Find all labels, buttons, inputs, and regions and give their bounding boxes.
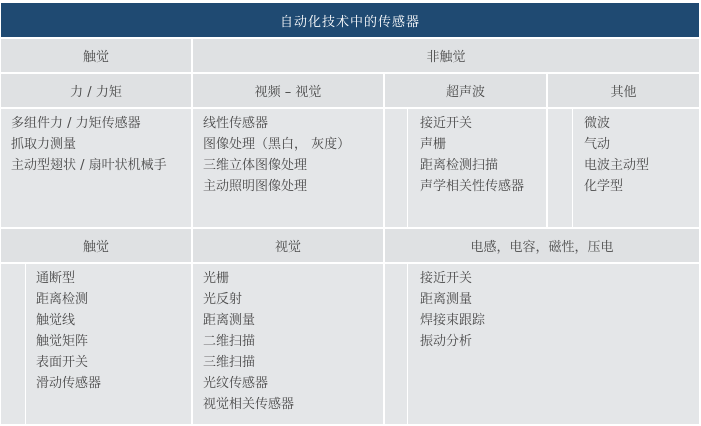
list-item: 接近开关 [420,116,473,131]
header-ultrasonic: 超声波 [385,74,546,107]
list-item: 二维扫描 [203,334,256,349]
list-electric [420,268,485,352]
list-item: 电波主动型 [584,158,650,173]
divider [1,227,699,229]
list-item: 滑动传感器 [36,376,102,391]
list-touch-bottom [36,268,101,394]
list-ultrasonic [420,113,524,197]
list-item: 三维立体图像处理 [203,158,308,173]
list-item: 距离检测 [36,292,89,307]
list-item: 主动照明图像处理 [203,179,308,194]
list-item: 距离测量 [420,292,473,307]
table-title: 自动化技术中的传感器 [1,3,699,37]
list-item: 线性传感器 [203,116,269,131]
header-touch-top: 触觉 [1,39,191,72]
list-item: 气动 [584,137,611,152]
list-vision-top [203,113,350,197]
list-item: 多组件力 / 力矩传感器 [11,116,141,131]
divider [407,264,408,424]
list-item: 触觉线 [36,313,76,328]
divider [1,72,699,74]
divider [1,107,699,109]
list-item: 三维扫描 [203,355,256,370]
list-item: 光反射 [203,292,243,307]
list-item: 声栅 [420,137,447,152]
list-item: 化学型 [584,179,624,194]
list-item: 声学相关性传感器 [420,179,525,194]
sensor-table [1,3,699,424]
header-other: 其他 [548,74,699,107]
divider [383,74,385,424]
list-item: 光栅 [203,271,230,286]
list-item: 触觉矩阵 [36,334,89,349]
list-item: 距离测量 [203,313,256,328]
list-item: 表面开关 [36,355,89,370]
list-force [11,113,167,176]
divider [572,109,573,227]
list-item: 微波 [584,116,611,131]
list-item: 振动分析 [420,334,473,349]
list-item: 视觉相关传感器 [203,397,295,412]
divider [191,39,193,424]
list-item: 抓取力测量 [11,137,77,152]
header-force: 力 / 力矩 [1,74,191,107]
divider [1,37,699,39]
divider [25,264,26,424]
header-vision-bottom: 视觉 [193,229,383,262]
list-item: 接近开关 [420,271,473,286]
list-other [584,113,649,197]
divider [407,109,408,227]
list-item: 主动型翅状 / 扇叶状机械手 [11,158,167,173]
header-vision-top: 视频 – 视觉 [193,74,383,107]
divider [1,262,699,264]
divider [546,74,548,229]
list-item: 图像处理（黑白， 灰度） [203,137,351,152]
list-item: 光纹传感器 [203,376,269,391]
list-item: 焊接束跟踪 [420,313,486,328]
list-item: 距离检测扫描 [420,158,499,173]
list-vision-bottom [203,268,294,415]
header-touch-bottom: 触觉 [1,229,191,262]
header-nontouch-top: 非触觉 [193,39,699,72]
list-item: 通断型 [36,271,76,286]
header-electric: 电感，电容，磁性，压电 [385,229,699,262]
